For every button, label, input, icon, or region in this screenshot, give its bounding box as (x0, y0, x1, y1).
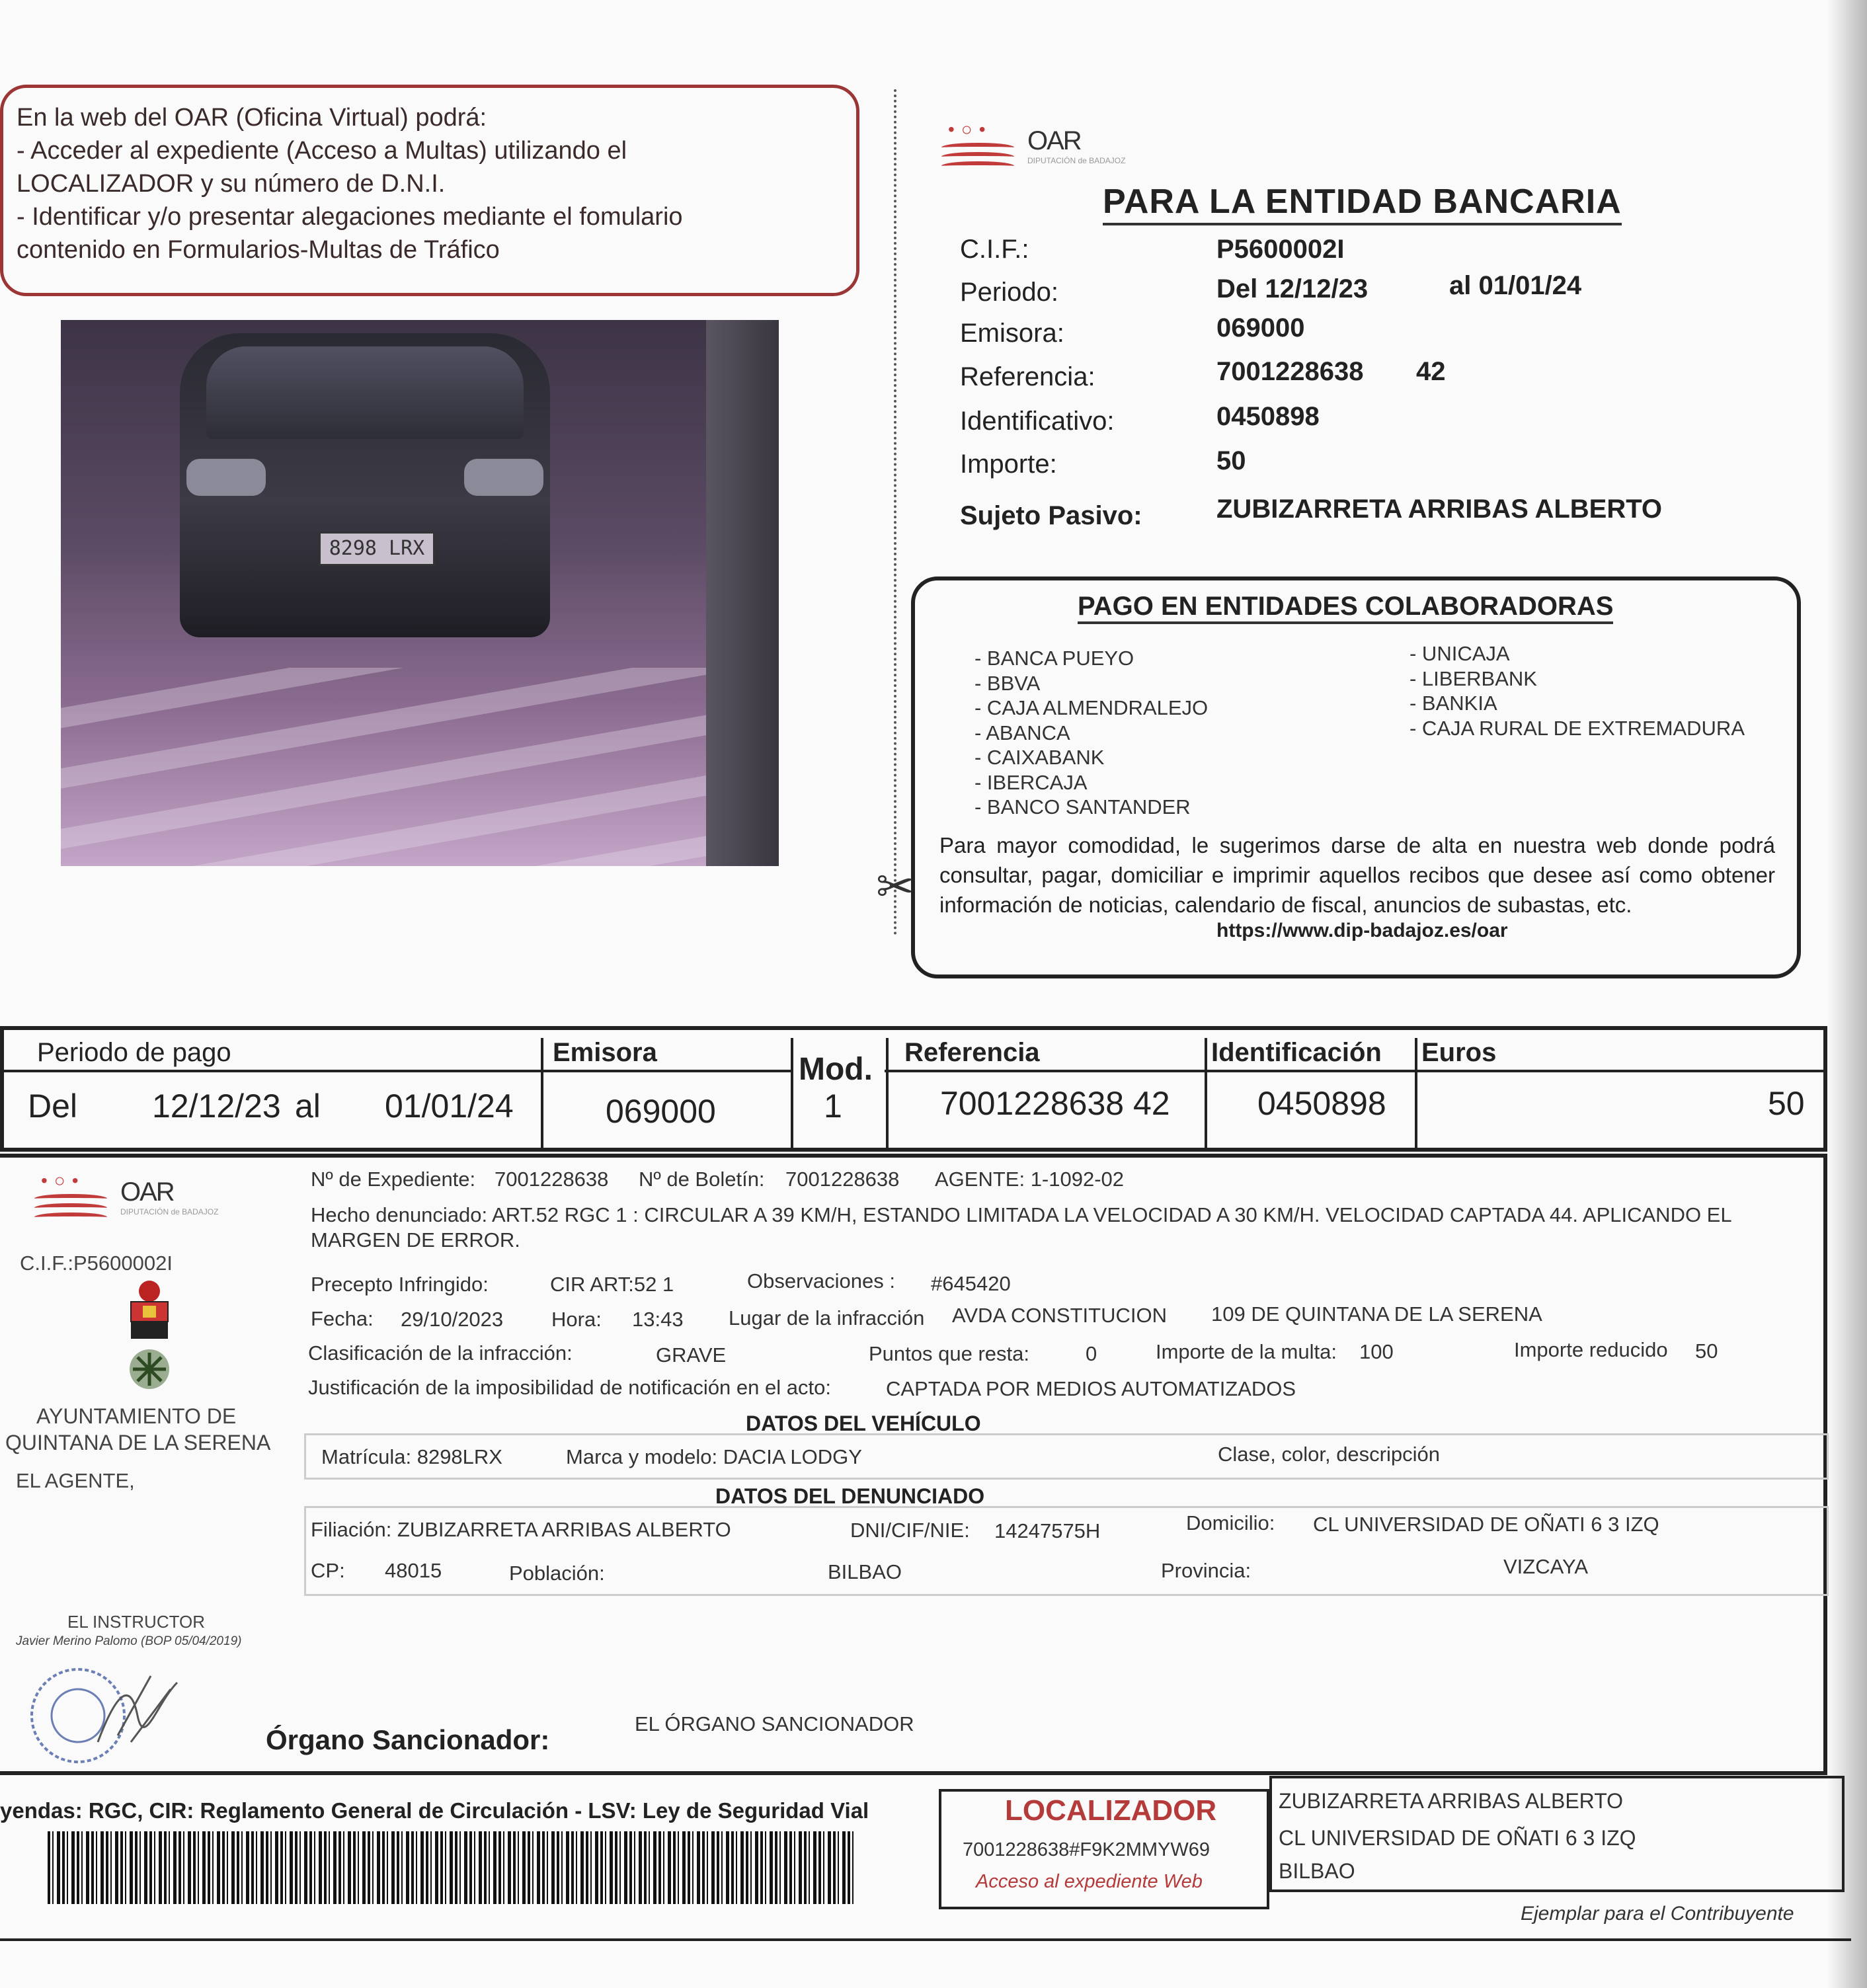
list-item: - CAJA ALMENDRALEJO (974, 696, 1209, 719)
clasificacion-value: GRAVE (656, 1343, 727, 1367)
list-item: - BBVA (974, 671, 1041, 695)
dni-value: 14247575H (994, 1519, 1101, 1542)
pole (706, 320, 779, 866)
pay-value-desde: 12/12/23 (152, 1088, 281, 1125)
filiacion-value: Filiación: ZUBIZARRETA ARRIBAS ALBERTO (311, 1518, 731, 1541)
precepto-value: CIR ART:52 1 (550, 1273, 674, 1296)
list-item: - CAIXABANK (974, 746, 1105, 769)
pay-value-emisora: 069000 (606, 1093, 716, 1130)
list-item: - BANCA PUEYO (974, 647, 1134, 670)
pay-value-mod: 1 (824, 1088, 842, 1125)
domicilio-label: Domicilio: (1186, 1511, 1275, 1534)
address-name: ZUBIZARRETA ARRIBAS ALBERTO (1279, 1789, 1624, 1813)
expediente-value: 7001228638 (495, 1168, 609, 1191)
bank-label-referencia: Referencia: (960, 362, 1095, 391)
boletin-value: 7001228638 (785, 1168, 900, 1191)
observaciones-value: #645420 (931, 1272, 1011, 1295)
barcode (48, 1831, 855, 1904)
municipal-emblem-icon (123, 1346, 176, 1392)
pay-header-identificacion: Identificación (1211, 1038, 1382, 1067)
info-line: - Acceder al expediente (Acceso a Multas) utilizando el (17, 137, 627, 165)
organo-sancionador-label: Órgano Sancionador: (266, 1724, 550, 1755)
bank-value-periodo-hasta: al 01/01/24 (1449, 271, 1582, 300)
el-agente-label: EL AGENTE, (16, 1469, 135, 1492)
oar-logo-sub: DIPUTACIÓN de BADAJOZ (120, 1207, 219, 1216)
pay-value-referencia: 7001228638 42 (940, 1085, 1170, 1122)
notice-cif: C.I.F.:P5600002I (20, 1252, 173, 1275)
traffic-camera-photo (61, 320, 779, 866)
importe-reducido-label: Importe reducido (1514, 1338, 1668, 1361)
bank-value-identificativo: 0450898 (1216, 402, 1320, 431)
info-line: En la web del OAR (Oficina Virtual) podrá: (17, 104, 487, 132)
car-windshield (206, 346, 524, 439)
list-item: - BANKIA (1410, 692, 1497, 715)
instructor-name: Javier Merino Palomo (BOP 05/04/2019) (16, 1634, 242, 1648)
justificacion-label: Justificación de la imposibilidad de notificación en el acto: (308, 1376, 831, 1399)
cut-line (894, 89, 896, 935)
hecho-denunciado-line1: Hecho denunciado: ART.52 RGC 1 : CIRCULAR A 39 KM/H, ESTANDO LIMITADA LA VELOCIDAD A 30 KM/H. VELOCIDAD CAPTADA 44. APLICANDO EL (311, 1203, 1732, 1226)
lugar-value: AVDA CONSTITUCION (952, 1304, 1167, 1327)
list-item: - UNICAJA (1410, 642, 1510, 665)
localizador-code: 7001228638#F9K2MMYW69 (963, 1839, 1211, 1860)
bank-label-identificativo: Identificativo: (960, 407, 1115, 436)
scissors-icon: ✂ (876, 861, 915, 912)
poblacion-label: Población: (509, 1562, 605, 1585)
car-headlight (186, 459, 266, 496)
table-divider (1205, 1038, 1207, 1149)
license-plate: 8298 LRX (319, 532, 435, 566)
vehiculo-box (304, 1433, 1829, 1480)
municipal-coat-of-arms-icon (116, 1279, 182, 1345)
clasificacion-label: Clasificación de la infracción: (308, 1341, 573, 1365)
boletin-label: Nº de Boletín: (639, 1168, 765, 1191)
lugar-number-value: 109 DE QUINTANA DE LA SERENA (1211, 1302, 1542, 1326)
organo-sancionador-value: EL ÓRGANO SANCIONADOR (635, 1712, 914, 1735)
bank-label-periodo: Periodo: (960, 278, 1058, 307)
agente-value: AGENTE: 1-1092-02 (935, 1168, 1125, 1191)
address-street: CL UNIVERSIDAD DE OÑATI 6 3 IZQ (1279, 1826, 1636, 1850)
fecha-label: Fecha: (311, 1307, 374, 1330)
pay-value-del: Del (28, 1088, 78, 1125)
collab-info-text: Para mayor comodidad, le sugerimos darse de alta en nuestra web donde podrá consultar, pagar, domiciliar e imprimir aquellos recibos que desee así como obtener información de noticias, calendario de fiscal, anuncios de subastas, etc. (939, 833, 1775, 917)
hora-label: Hora: (551, 1308, 602, 1331)
table-divider (0, 1070, 793, 1072)
bank-label-importe: Importe: (960, 450, 1057, 479)
list-item: - ABANCA (974, 721, 1070, 744)
collab-title: PAGO EN ENTIDADES COLABORADORAS (1078, 592, 1613, 624)
pay-value-identificacion: 0450898 (1257, 1085, 1386, 1122)
pay-header-periodo: Periodo de pago (37, 1038, 231, 1067)
oar-emblem-icon: •○• (34, 1170, 114, 1223)
denunciado-section-title: DATOS DEL DENUNCIADO (715, 1484, 985, 1508)
legend-text: yendas: RGC, CIR: Reglamento General de Circulación - LSV: Ley de Seguridad Vial (0, 1798, 869, 1823)
ayuntamiento-name-2: QUINTANA DE LA SERENA (5, 1431, 271, 1454)
puntos-label: Puntos que resta: (869, 1342, 1029, 1365)
table-divider (791, 1038, 793, 1149)
oar-logo-small (34, 1170, 218, 1223)
table-divider (541, 1038, 543, 1149)
cp-value: 48015 (385, 1559, 442, 1582)
oar-emblem-icon: •○• (941, 119, 1021, 172)
domicilio-value: CL UNIVERSIDAD DE OÑATI 6 3 IZQ (1313, 1513, 1659, 1536)
justificacion-value: CAPTADA POR MEDIOS AUTOMATIZADOS (886, 1377, 1296, 1400)
instructor-label: EL INSTRUCTOR (67, 1612, 206, 1632)
dni-label: DNI/CIF/NIE: (850, 1519, 970, 1542)
pay-header-mod: Mod. (799, 1052, 873, 1087)
bank-value-emisora: 069000 (1216, 313, 1305, 342)
bank-section-title: PARA LA ENTIDAD BANCARIA (1103, 182, 1622, 225)
marca-modelo-value: Marca y modelo: DACIA LODGY (566, 1445, 862, 1468)
info-line: - Identificar y/o presentar alegaciones mediante el fomulario (17, 203, 683, 231)
bank-value-cif: P5600002I (1216, 235, 1345, 264)
road-markings (61, 668, 779, 866)
clase-color-label: Clase, color, descripción (1218, 1443, 1440, 1466)
observaciones-label: Observaciones : (747, 1269, 895, 1292)
oar-logo-sub: DIPUTACIÓN de BADAJOZ (1027, 155, 1126, 165)
list-item: - IBERCAJA (974, 770, 1088, 794)
pay-header-euros: Euros (1421, 1038, 1497, 1067)
list-item: - LIBERBANK (1410, 666, 1537, 690)
localizador-title: LOCALIZADOR (1005, 1794, 1217, 1827)
bank-value-referencia: 7001228638 (1216, 357, 1364, 386)
table-divider (885, 1070, 1823, 1072)
pay-value-euros: 50 (1768, 1085, 1805, 1122)
pay-header-referencia: Referencia (904, 1038, 1040, 1067)
hora-value: 13:43 (632, 1308, 684, 1331)
table-divider (1415, 1038, 1417, 1149)
bank-label-sujeto: Sujeto Pasivo: (960, 501, 1142, 530)
localizador-web-access-link[interactable]: Acceso al expediente Web (976, 1871, 1203, 1892)
bank-value-importe: 50 (1216, 446, 1246, 475)
official-stamp-signature-icon (19, 1663, 204, 1769)
vehiculo-section-title: DATOS DEL VEHÍCULO (746, 1411, 981, 1435)
address-city: BILBAO (1279, 1859, 1355, 1883)
list-item: - CAJA RURAL DE EXTREMADURA (1410, 716, 1745, 740)
cp-label: CP: (311, 1559, 345, 1582)
ejemplar-label: Ejemplar para el Contribuyente (1521, 1903, 1794, 1925)
collab-bank-list-left (974, 646, 1208, 820)
info-line: LOCALIZADOR y su número de D.N.I. (17, 170, 446, 198)
poblacion-value: BILBAO (828, 1560, 902, 1583)
importe-reducido-value: 50 (1695, 1339, 1718, 1363)
oar-logo-text: OAR (1027, 126, 1081, 155)
hecho-denunciado-line2: MARGEN DE ERROR. (311, 1228, 520, 1252)
importe-multa-label: Importe de la multa: (1156, 1340, 1337, 1363)
car-headlight (464, 459, 543, 496)
oar-web-link[interactable]: https://www.dip-badajoz.es/oar (1216, 920, 1508, 941)
page-edge-shadow (1827, 0, 1867, 1988)
pay-value-al: al (295, 1088, 321, 1125)
provincia-value: VIZCAYA (1503, 1555, 1589, 1578)
pay-value-hasta: 01/01/24 (385, 1088, 514, 1125)
car-image (180, 333, 550, 637)
fecha-value: 29/10/2023 (401, 1308, 504, 1331)
table-divider (886, 1038, 889, 1149)
info-line: contenido en Formularios-Multas de Tráfico (17, 236, 500, 264)
ayuntamiento-name-1: AYUNTAMIENTO DE (36, 1404, 237, 1428)
matricula-value: Matrícula: 8298LRX (321, 1445, 502, 1468)
importe-multa-value: 100 (1359, 1340, 1394, 1363)
oar-logo (941, 119, 1125, 172)
expediente-label: Nº de Expediente: (311, 1168, 476, 1191)
list-item: - BANCO SANTANDER (974, 795, 1191, 818)
collab-bank-list-right (1410, 641, 1745, 740)
oar-info-box (0, 85, 859, 296)
bank-value-periodo-desde: Del 12/12/23 (1216, 274, 1369, 303)
precepto-label: Precepto Infringido: (311, 1273, 489, 1296)
bank-label-emisora: Emisora: (960, 319, 1064, 348)
pay-header-emisora: Emisora (553, 1038, 657, 1067)
bank-value-referencia-control: 42 (1416, 357, 1446, 386)
bottom-rule (0, 1938, 1851, 1941)
bank-value-sujeto: ZUBIZARRETA ARRIBAS ALBERTO (1216, 495, 1663, 524)
lugar-label: Lugar de la infracción (729, 1306, 925, 1330)
bank-label-cif: C.I.F.: (960, 235, 1029, 264)
oar-logo-text: OAR (120, 1177, 174, 1207)
puntos-value: 0 (1086, 1342, 1097, 1365)
provincia-label: Provincia: (1161, 1559, 1251, 1582)
